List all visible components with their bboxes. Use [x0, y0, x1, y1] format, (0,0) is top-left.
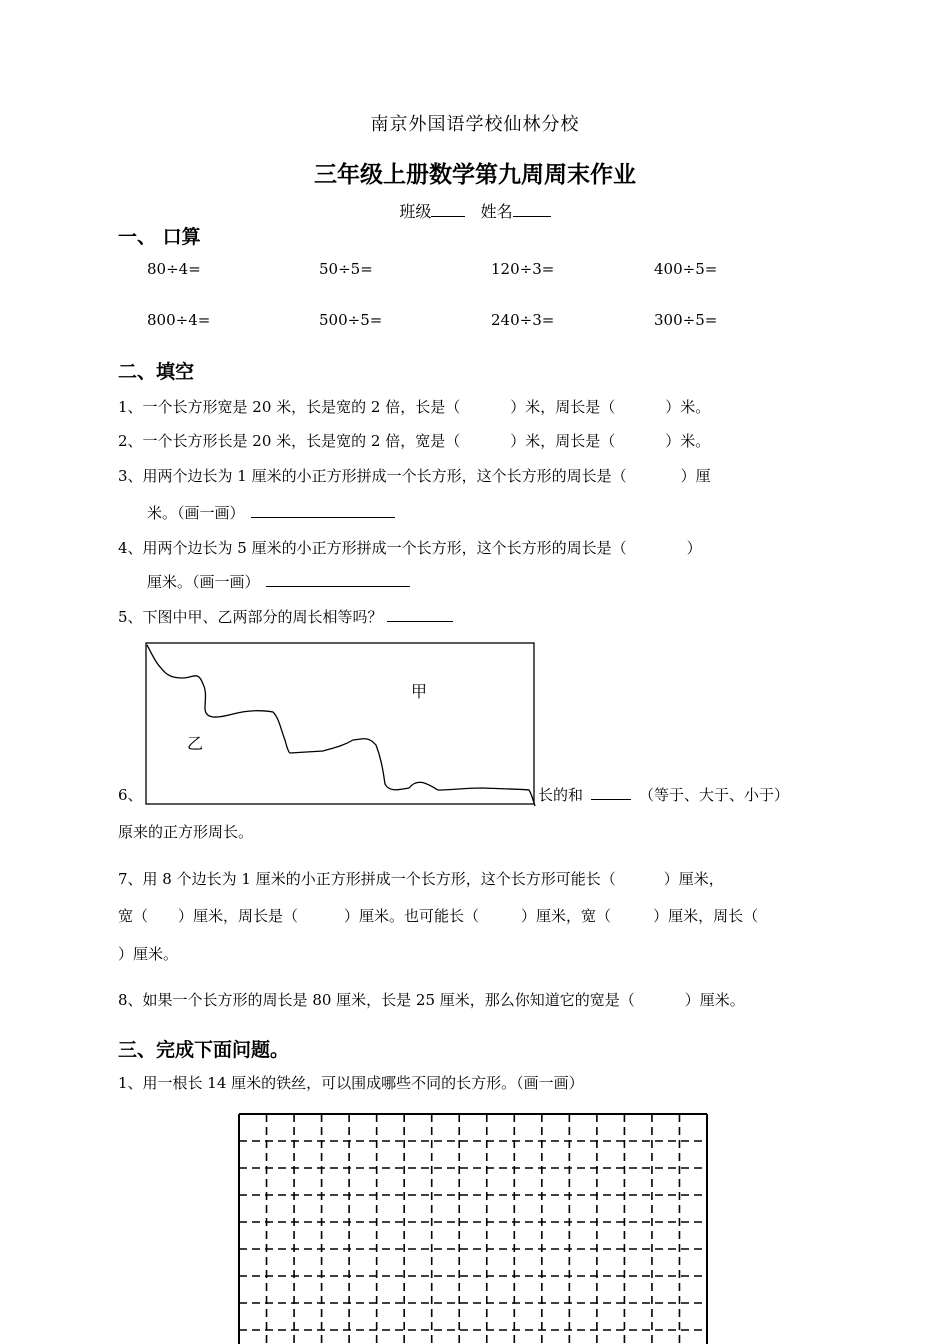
calc-item: 400÷5= — [654, 260, 718, 278]
q6-answer-line[interactable] — [591, 785, 631, 800]
question-2 — [118, 430, 710, 451]
q5-dividing-curve — [147, 645, 535, 806]
q4-text-a: 4、用两个边长为 5 厘米的小正方形拼成一个长方形，这个长方形的周长是（ — [118, 539, 627, 557]
name-blank[interactable] — [513, 202, 551, 217]
q8-text-b: ）厘米。 — [684, 991, 745, 1009]
question-7 — [118, 868, 724, 889]
grid-lines — [239, 1114, 707, 1344]
q6-text-b: （等于、大于、小于） — [639, 786, 790, 804]
student-info — [0, 199, 950, 222]
section3-heading: 三、完成下面问题。 — [118, 1039, 290, 1061]
q4-answer-line[interactable] — [266, 572, 410, 587]
question-6 — [538, 784, 789, 805]
q1-text-a: 1、一个长方形宽是 20 米，长是宽的 2 倍，长是（ — [118, 398, 461, 416]
calc-item: 240÷3= — [491, 311, 555, 329]
question-6-cont: 原来的正方形周长。 — [118, 823, 254, 841]
q5-figure — [143, 640, 541, 808]
name-label: 姓名 — [480, 202, 513, 221]
q1-text-b: ）米，周长是（ — [510, 398, 616, 416]
section1-heading: 一、 口算 — [118, 226, 201, 248]
q7-text-a: 7、用 8 个边长为 1 厘米的小正方形拼成一个长方形，这个长方形可能长（ — [118, 870, 616, 888]
q4-text-b: ） — [686, 539, 702, 557]
calc-item: 500÷5= — [319, 311, 383, 329]
q7-text-e: ）厘米。也可能长（ — [344, 907, 480, 925]
question-3-cont — [147, 502, 395, 523]
question-5 — [118, 606, 453, 627]
q2-text-a: 2、一个长方形长是 20 米，长是宽的 2 倍，宽是（ — [118, 432, 461, 450]
school-name: 南京外国语学校仙林分校 — [370, 114, 580, 135]
question-6-num: 6、 — [118, 786, 143, 804]
question-3 — [118, 465, 711, 486]
q2-text-b: ）米，周长是（ — [510, 432, 616, 450]
calc-item: 50÷5= — [319, 260, 373, 278]
question-4 — [118, 537, 702, 558]
q5-text: 5、下图中甲、乙两部分的周长相等吗？ — [118, 608, 383, 626]
q5-label-yi: 乙 — [187, 734, 204, 753]
q3-text-a: 3、用两个边长为 1 厘米的小正方形拼成一个长方形，这个长方形的周长是（ — [118, 467, 627, 485]
section3-question-1: 1、用一根长 14 厘米的铁丝，可以围成哪些不同的长方形。（画一画） — [118, 1074, 584, 1092]
calc-item: 300÷5= — [654, 311, 718, 329]
page-title: 三年级上册数学第九周周末作业 — [314, 162, 636, 188]
q4-text-c: 厘米。（画一画） — [147, 573, 260, 591]
q6-text-a: 长的和 — [538, 786, 584, 804]
q5-answer-line[interactable] — [387, 607, 453, 622]
q7-text-c: 宽（ — [118, 907, 149, 925]
q5-label-jia: 甲 — [411, 682, 428, 701]
q7-text-g: ）厘米，周长（ — [653, 907, 759, 925]
question-8 — [118, 989, 745, 1010]
drawing-grid[interactable] — [237, 1110, 711, 1344]
q2-text-c: ）米。 — [665, 432, 711, 450]
q3-answer-line[interactable] — [251, 503, 395, 518]
class-label: 班级 — [399, 202, 432, 221]
question-7-line3: ）厘米。 — [118, 945, 179, 963]
calc-item: 120÷3= — [491, 260, 555, 278]
calc-item: 800÷4= — [147, 311, 211, 329]
calc-item: 80÷4= — [147, 260, 201, 278]
q7-text-f: ）厘米，宽（ — [521, 907, 612, 925]
q8-text-a: 8、如果一个长方形的周长是 80 厘米，长是 25 厘米，那么你知道它的宽是（ — [118, 991, 635, 1009]
q3-text-b: ）厘 — [680, 467, 711, 485]
q7-text-d: ）厘米，周长是（ — [178, 907, 299, 925]
class-blank[interactable] — [431, 202, 465, 217]
question-7-line2 — [118, 905, 758, 926]
q7-text-b: ）厘米， — [663, 870, 724, 888]
q5-figure-border — [146, 643, 534, 804]
q1-text-c: ）米。 — [665, 398, 711, 416]
question-4-cont — [147, 571, 410, 592]
q3-text-c: 米。（画一画） — [147, 504, 245, 522]
section2-heading: 二、填空 — [118, 361, 195, 383]
question-1 — [118, 396, 710, 417]
